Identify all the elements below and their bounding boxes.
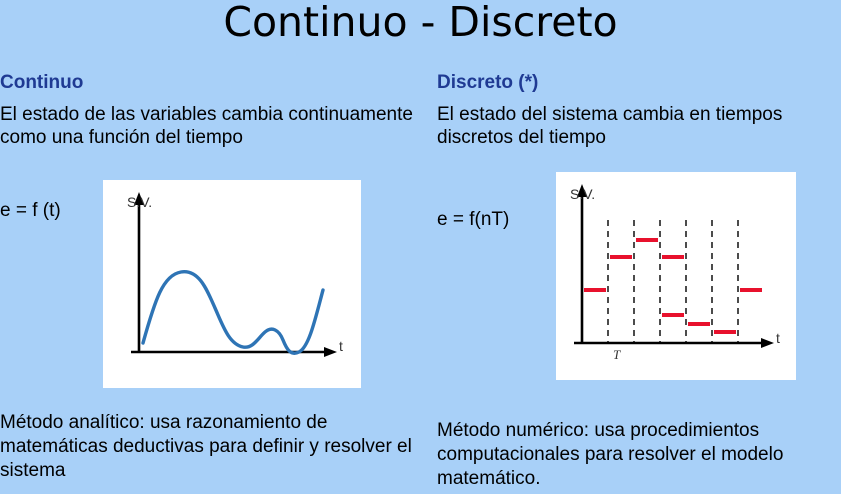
continuo-heading: Continuo	[0, 72, 84, 93]
continuo-footnote: Método analítico: usa razonamiento de matemáticas deductivas para definir y resolver el sistema	[0, 412, 412, 481]
continuo-y-axis-label: S.V.	[127, 194, 153, 210]
discreto-period-label: T	[613, 347, 621, 362]
continuo-equation: e = f (t)	[0, 200, 61, 221]
continuo-body: El estado de las variables cambia continuamente como una función del tiempo	[0, 104, 413, 148]
discrete-samples-icon	[556, 172, 796, 380]
continuous-curve-icon	[103, 180, 361, 388]
discreto-body: El estado del sistema cambia en tiempos discretos del tiempo	[437, 104, 783, 148]
column-discreto	[437, 72, 841, 362]
discreto-figure	[556, 172, 796, 380]
discreto-equation: e = f(nT)	[437, 209, 510, 230]
page-title: Continuo - Discreto	[223, 0, 618, 46]
discreto-x-axis-label: t	[776, 330, 780, 346]
continuo-x-axis-label: t	[339, 338, 343, 354]
discreto-footnote: Método numérico: usa procedimientos computacionales para resolver el modelo matemático.	[437, 420, 784, 489]
continuo-figure	[103, 180, 361, 388]
discreto-heading: Discreto (*)	[437, 72, 539, 93]
column-continuo	[0, 72, 430, 354]
discreto-y-axis-label: S.V.	[570, 186, 596, 202]
